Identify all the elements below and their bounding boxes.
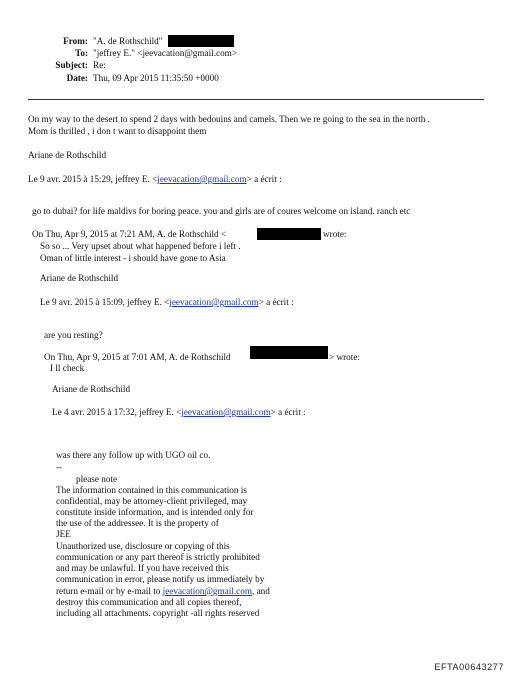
quote-wrote: > wrote: [329, 352, 360, 362]
date-value: Thu, 09 Apr 2015 11:35:50 +0000 [93, 73, 219, 83]
subject-value: Re: [93, 60, 106, 70]
disclaimer-line: including all attachments. copyright -all rights reserved [56, 608, 260, 618]
quote-header: Le 4 avr. 2015 à 17:32, jeffrey E. <jeevacation@gmail.com> a écrit : [52, 407, 306, 417]
document-id: EFTA00643277 [434, 662, 504, 672]
message-line: was there any follow up with UGO oil co. [56, 450, 211, 460]
disclaimer-line: Unauthorized use, disclosure or copying of this [56, 541, 230, 551]
from-value: "A. de Rothschild" [93, 36, 163, 46]
please-note: please note [76, 474, 118, 484]
date-label: Date: [66, 73, 88, 83]
message-line: On my way to the desert to spend 2 days with bedouins and camels. Then we re going to the sea in the north . [28, 114, 430, 124]
email-link[interactable]: jeevacation@gmail.com [157, 174, 247, 184]
redaction-box [168, 35, 234, 47]
to-value: "jeffrey E." <jeevacation@gmail.com> [93, 48, 238, 58]
subject-label: Subject: [55, 60, 88, 70]
message-line: So so ... Very upset about what happened before i left . [40, 241, 241, 251]
signature: Ariane de Rothschild [52, 384, 131, 394]
email-link[interactable]: jeevacation@gmail.com [169, 297, 259, 307]
disclaimer-line: communication in error, please notify us immediately by [56, 574, 265, 584]
disclaimer-line: JEE [56, 529, 71, 539]
disclaimer-line: The information contained in this communication is [56, 485, 247, 495]
disclaimer-line: destroy this communication and all copies thereof, [56, 597, 242, 607]
message-line: Oman of little interest - i should have gone to Asia [40, 253, 226, 263]
disclaimer-line: return e-mail or by e-mail to jeevacation@gmail.com, and [56, 586, 270, 596]
disclaimer-line: and may be unlawful. If you have received this [56, 563, 229, 573]
message-line: go to dubai? for life maldivs for boring peace. you and girls are of coures welcome on island. ranch etc [32, 206, 411, 216]
disclaimer-line: the use of the addressee. It is the property of [56, 518, 219, 528]
to-label: To: [75, 48, 88, 58]
disclaimer-line: constitute inside information, and is intended only for [56, 507, 254, 517]
signature: Ariane de Rothschild [28, 150, 107, 160]
quote-header: On Thu, Apr 9, 2015 at 7:01 AM, A. de Rothschild [44, 352, 231, 362]
from-label: From: [63, 36, 88, 46]
quote-header: Le 9 avr. 2015 à 15:29, jeffrey E. <jeevacation@gmail.com> a écrit : [28, 174, 282, 184]
email-link[interactable]: jeevacation@gmail.com [181, 407, 271, 417]
redaction-box [257, 228, 321, 240]
disclaimer-line: confidential, may be attorney-client privileged, may [56, 496, 248, 506]
header-divider [28, 99, 484, 100]
quote-header: On Thu, Apr 9, 2015 at 7:21 AM, A. de Rothschild < [32, 229, 227, 239]
message-line: I ll check [50, 363, 85, 373]
quote-wrote: wrote: [323, 229, 347, 239]
disclaimer-line: communication or any part thereof is strictly prohibited [56, 552, 260, 562]
redaction-box [250, 346, 328, 359]
message-line: Mom is thrilled , i don t want to disappoint them [28, 126, 207, 136]
email-link[interactable]: jeevacation@gmail.com [162, 586, 252, 596]
quote-header: Le 9 avr. 2015 à 15:09, jeffrey E. <jeevacation@gmail.com> a écrit : [40, 297, 294, 307]
message-line: are you resting? [44, 330, 103, 340]
separator-dashes: -- [56, 462, 63, 472]
signature: Ariane de Rothschild [40, 273, 119, 283]
